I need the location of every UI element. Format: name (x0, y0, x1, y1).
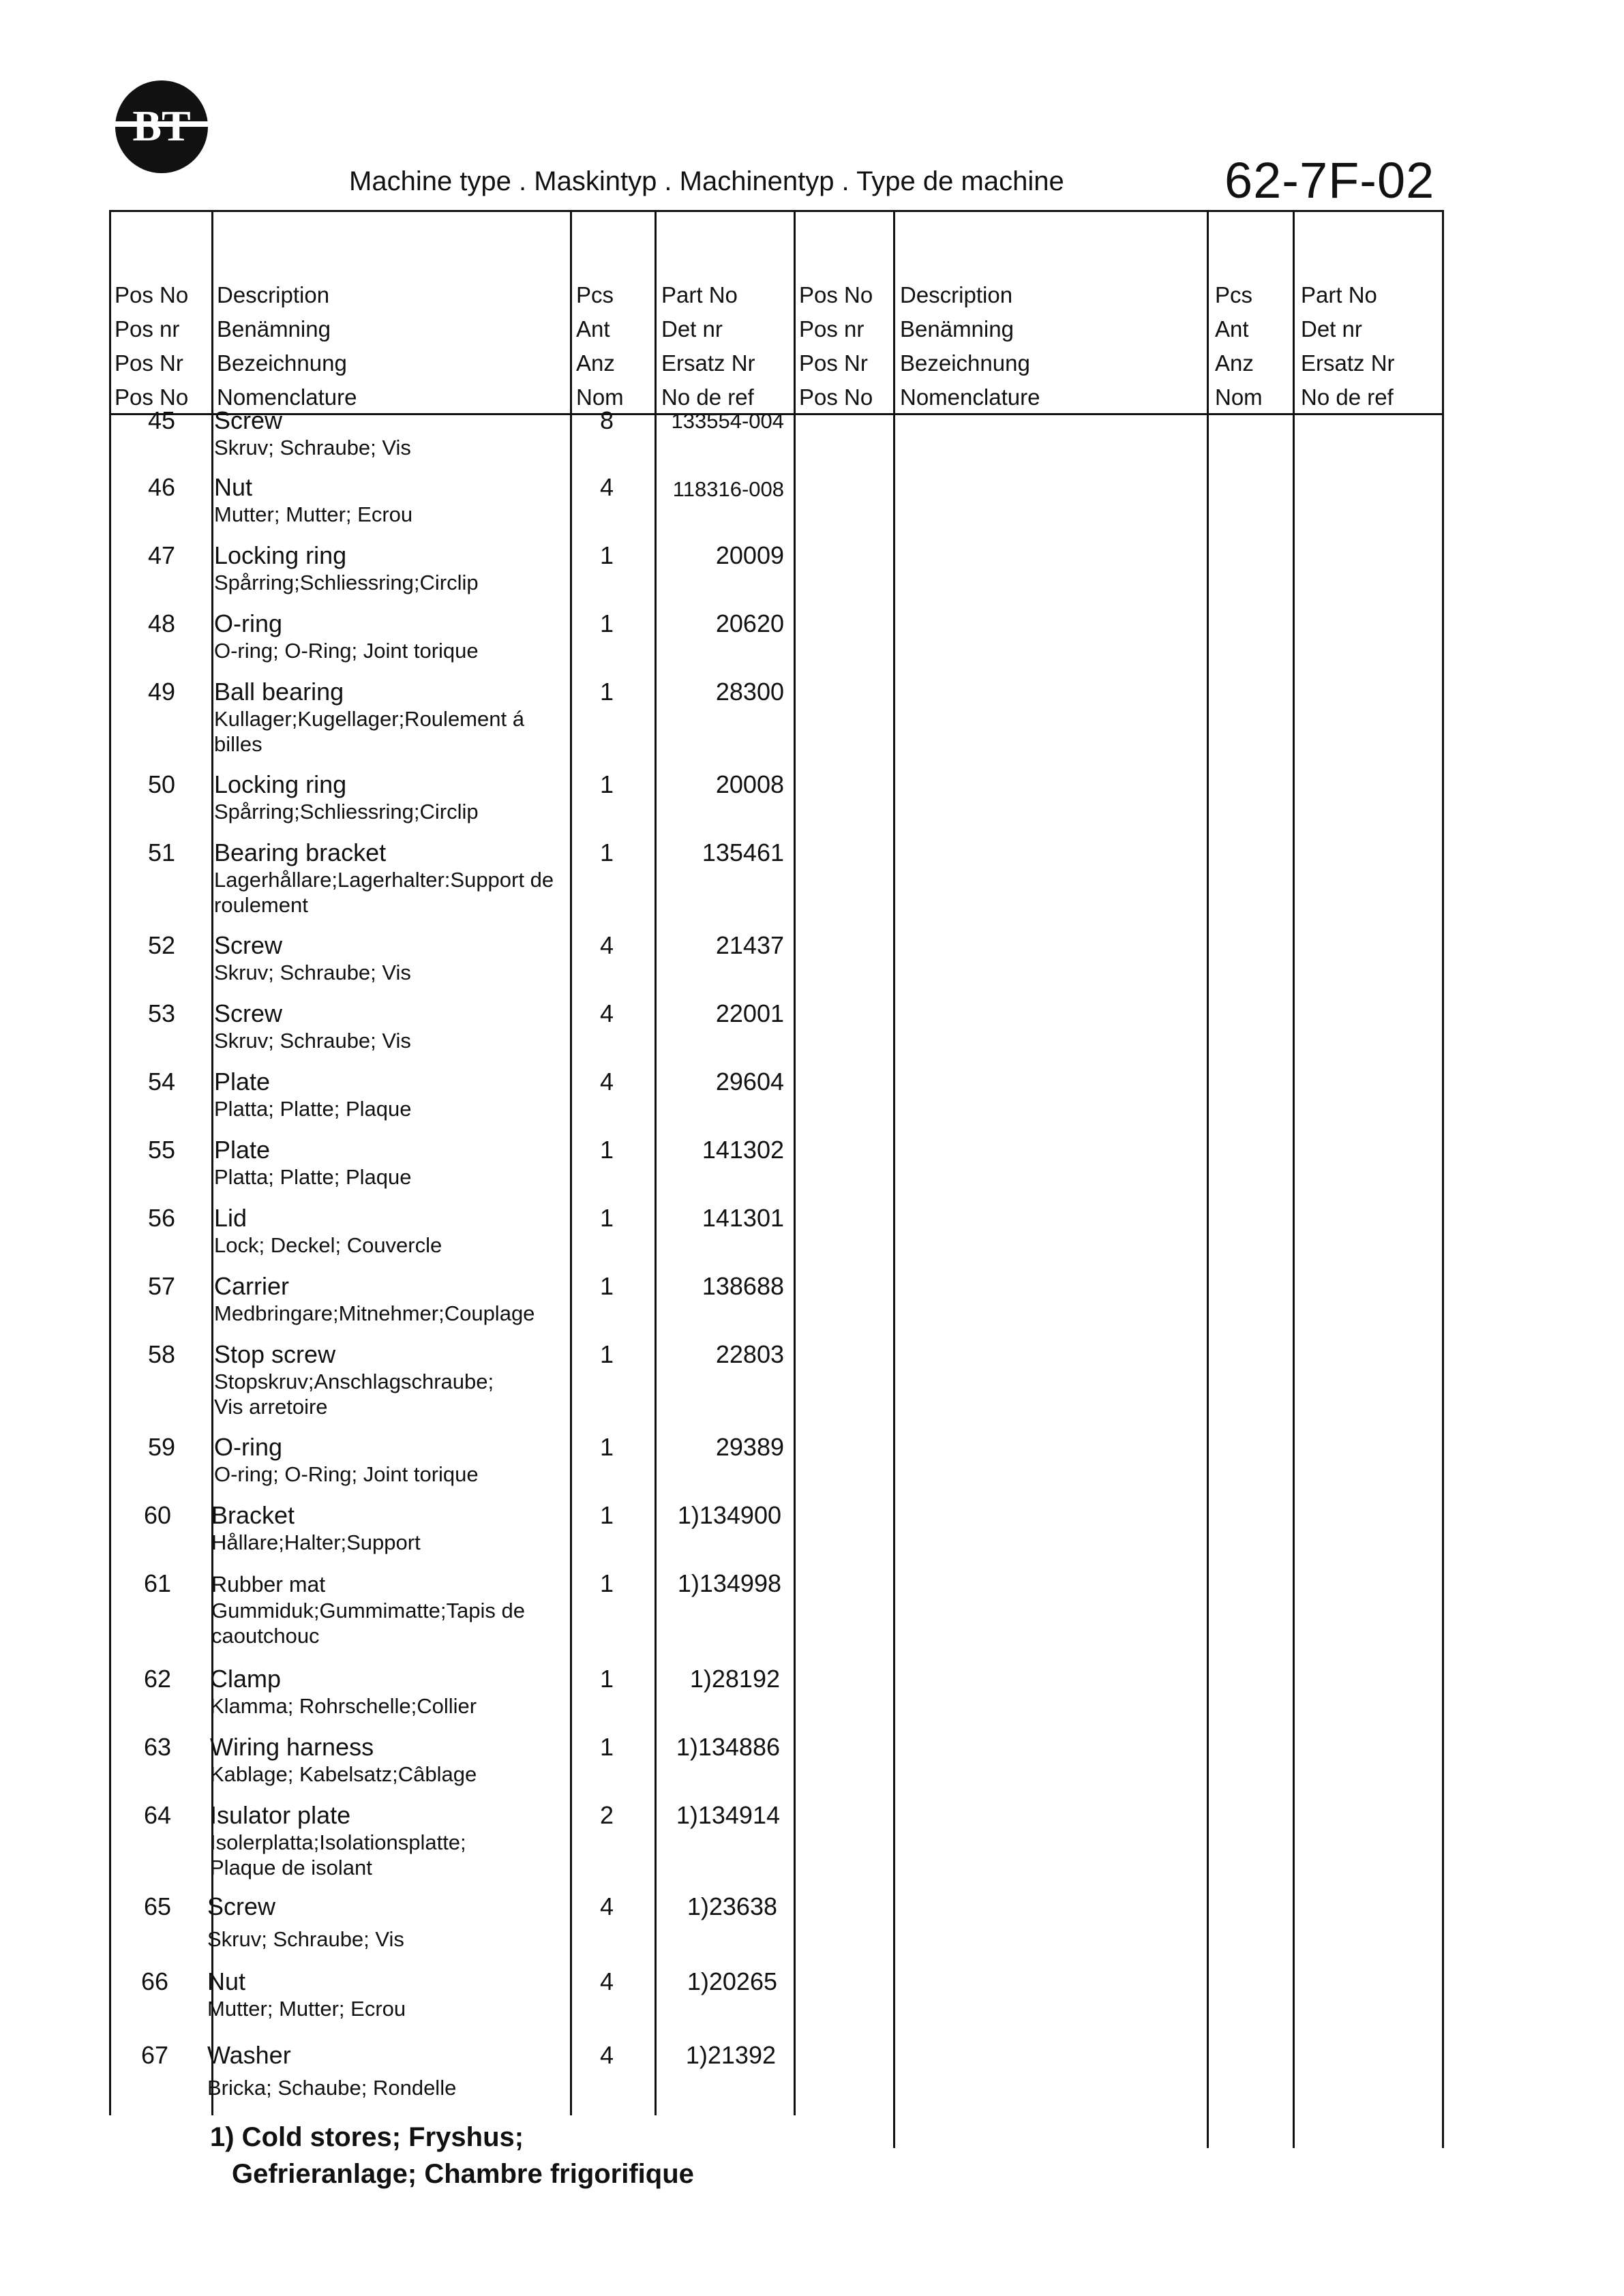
row-part-no: 1)23638 (687, 1892, 777, 1920)
row-pcs: 4 (599, 2041, 614, 2069)
row-translation: Klamma; Rohrschelle;Collier (210, 1694, 477, 1718)
footnote-line-2: Gefrieranlage; Chambre frigorifique (232, 2159, 694, 2189)
row-pcs: 1 (599, 1136, 614, 1164)
row-pos: 57 (147, 1272, 176, 1300)
row-pos: 65 (143, 1892, 172, 1920)
header-label: Ant (1215, 316, 1249, 342)
header-label: Bezeichnung (900, 350, 1030, 376)
row-pcs: 1 (599, 1665, 614, 1693)
row-part-no: 22001 (715, 999, 784, 1027)
row-pcs: 1 (599, 609, 614, 637)
header-label: Pos No (799, 384, 873, 410)
row-pos: 64 (143, 1801, 172, 1829)
row-pos: 47 (147, 541, 176, 569)
row-pcs: 1 (599, 839, 614, 866)
row-translation: Skruv; Schraube; Vis (214, 1029, 411, 1053)
logo-text: BT (132, 102, 191, 150)
row-name: Nut (207, 1967, 246, 1995)
header-label: Part No (661, 282, 738, 307)
footnote (210, 2119, 694, 2192)
row-name: Screw (207, 1892, 276, 1920)
header-label: Pos Nr (799, 350, 868, 376)
header-label: Description (217, 282, 330, 307)
row-pcs: 4 (599, 999, 614, 1027)
row-pos: 63 (143, 1733, 172, 1761)
row-part-no: 29604 (715, 1068, 784, 1096)
header-label: Bezeichnung (217, 350, 347, 376)
row-name: Screw (214, 406, 283, 434)
row-name: Carrier (214, 1272, 290, 1300)
header-label: No de ref (661, 384, 754, 410)
header-label: Anz (1215, 350, 1254, 376)
row-pos: 52 (147, 931, 176, 959)
row-pcs: 1 (599, 1272, 614, 1300)
row-part-no: 29389 (715, 1433, 784, 1461)
row-name: Locking ring (214, 541, 347, 569)
row-name: Lid (214, 1204, 247, 1232)
row-part-no: 1)134886 (676, 1733, 780, 1761)
row-translation: Skruv; Schraube; Vis (214, 436, 411, 459)
footnote-line-1: 1) Cold stores; Fryshus; (210, 2122, 524, 2152)
row-pos: 59 (147, 1433, 176, 1461)
row-translation: O-ring; O-Ring; Joint torique (214, 639, 479, 663)
header-label: Benämning (217, 316, 331, 342)
row-name: O-ring (214, 609, 283, 637)
row-translation: Kullager;Kugellager;Roulement á billes (214, 707, 524, 756)
row-part-no: 1)134914 (676, 1801, 780, 1829)
row-pcs: 4 (599, 1967, 614, 1995)
row-pos: 51 (147, 839, 176, 866)
header-label: Benämning (900, 316, 1014, 342)
header-label: Pos Nr (115, 350, 183, 376)
bt-logo (110, 78, 213, 176)
row-translation: Isolerplatta;Isolationsplatte; Plaque de isolant (210, 1830, 466, 1879)
row-translation: Skruv; Schraube; Vis (207, 1927, 404, 1951)
row-pcs: 4 (599, 1068, 614, 1096)
header-pcs-right (1215, 278, 1263, 414)
row-translation: Hållare;Halter;Support (211, 1530, 421, 1554)
row-name: Bracket (211, 1501, 295, 1529)
row-pcs: 1 (599, 541, 614, 569)
row-name: Rubber mat (211, 1572, 326, 1597)
row-part-no: 1)21392 (685, 2041, 776, 2069)
row-pos: 53 (147, 999, 176, 1027)
row-translation: Platta; Platte; Plaque (214, 1165, 412, 1189)
row-pos: 60 (143, 1501, 172, 1529)
row-pos: 58 (147, 1340, 176, 1368)
header-label: Nomenclature (900, 384, 1040, 410)
row-translation: Stopskruv;Anschlagschraube; Vis arretoire (214, 1370, 494, 1419)
row-name: Wiring harness (210, 1733, 374, 1761)
row-pcs: 4 (599, 931, 614, 959)
row-pos: 62 (143, 1665, 172, 1693)
machine-type-label: Machine type . Maskintyp . Machinentyp . Type de machine (349, 166, 1064, 196)
header-label: Pos No (799, 282, 873, 307)
row-part-no: 20009 (715, 541, 784, 569)
row-name: Plate (214, 1068, 271, 1096)
row-name: Locking ring (214, 770, 347, 798)
header-pcs-left (576, 278, 624, 414)
row-part-no: 20620 (715, 609, 784, 637)
row-pcs: 1 (599, 1501, 614, 1529)
row-part-no: 1)28192 (689, 1665, 780, 1693)
document-number: 62-7F-02 (1224, 152, 1435, 209)
row-pos: 46 (147, 473, 176, 501)
header-label: Pos No (115, 384, 189, 410)
row-name: Isulator plate (210, 1801, 351, 1829)
row-pos: 61 (143, 1569, 172, 1597)
row-translation: O-ring; O-Ring; Joint torique (214, 1462, 479, 1486)
row-translation: Spårring;Schliessring;Circlip (214, 800, 479, 824)
row-pcs: 4 (599, 473, 614, 501)
header-pos-right (799, 278, 873, 414)
row-pcs: 8 (599, 406, 614, 434)
row-part-no: 135461 (702, 839, 784, 866)
row-pcs: 4 (599, 1892, 614, 1920)
row-name: Stop screw (214, 1340, 336, 1368)
row-pos: 67 (140, 2041, 169, 2069)
header-label: Pos nr (115, 316, 180, 342)
header-part-left (661, 278, 755, 414)
row-pcs: 1 (599, 1433, 614, 1461)
row-part-no: 118316-008 (672, 477, 784, 501)
row-part-no: 22803 (715, 1340, 784, 1368)
row-part-no: 141301 (702, 1204, 784, 1232)
row-pcs: 1 (599, 770, 614, 798)
header-label: Ersatz Nr (661, 350, 755, 376)
row-translation: Skruv; Schraube; Vis (214, 961, 411, 984)
row-pcs: 1 (599, 1340, 614, 1368)
row-pos: 54 (147, 1068, 176, 1096)
header-label: Part No (1301, 282, 1377, 307)
row-name: Plate (214, 1136, 271, 1164)
row-part-no: 138688 (702, 1272, 784, 1300)
header-label: Pcs (576, 282, 614, 307)
row-pcs: 1 (599, 1733, 614, 1761)
header-part-right (1301, 278, 1395, 414)
header-label: Det nr (661, 316, 723, 342)
row-pos: 55 (147, 1136, 176, 1164)
row-part-no: 21437 (715, 931, 784, 959)
row-translation: Platta; Platte; Plaque (214, 1097, 412, 1121)
row-translation: Kablage; Kabelsatz;Câblage (210, 1762, 477, 1786)
header-label: Pcs (1215, 282, 1253, 307)
header-label: Nom (1215, 384, 1263, 410)
row-name: Screw (214, 931, 283, 959)
row-part-no: 20008 (715, 770, 784, 798)
header-label: Nomenclature (217, 384, 357, 410)
row-pcs: 1 (599, 1569, 614, 1597)
row-translation: Bricka; Schaube; Rondelle (207, 2076, 457, 2100)
row-pos: 56 (147, 1204, 176, 1232)
header-label: Pos nr (799, 316, 864, 342)
row-name: Washer (207, 2041, 291, 2069)
header-label: Pos No (115, 282, 189, 307)
row-part-no: 1)134900 (677, 1501, 781, 1529)
header-label: Nom (576, 384, 624, 410)
header-label: Ant (576, 316, 610, 342)
header-label: No de ref (1301, 384, 1394, 410)
row-part-no: 133554-004 (671, 409, 784, 433)
header-label: Anz (576, 350, 615, 376)
row-name: Ball bearing (214, 678, 344, 706)
row-translation: Spårring;Schliessring;Circlip (214, 571, 479, 594)
row-pos: 49 (147, 678, 176, 706)
row-translation: Lagerhållare;Lagerhalter:Support de roulement (214, 868, 554, 917)
row-name: Bearing bracket (214, 839, 387, 866)
row-pos: 48 (147, 609, 176, 637)
row-translation: Gummiduk;Gummimatte;Tapis de caoutchouc (211, 1599, 525, 1648)
row-translation: Lock; Deckel; Couvercle (214, 1233, 442, 1257)
header-description-right (900, 278, 1040, 414)
row-translation: Medbringare;Mitnehmer;Couplage (214, 1301, 535, 1325)
row-name: Screw (214, 999, 283, 1027)
header-label: Ersatz Nr (1301, 350, 1395, 376)
header-description-left (217, 278, 357, 414)
row-part-no: 28300 (715, 678, 784, 706)
row-name: O-ring (214, 1433, 283, 1461)
row-part-no: 141302 (702, 1136, 784, 1164)
row-part-no: 1)20265 (687, 1967, 777, 1995)
header-pos-left (115, 278, 188, 414)
row-pos: 66 (140, 1967, 169, 1995)
row-pos: 45 (147, 406, 176, 434)
row-translation: Mutter; Mutter; Ecrou (207, 1997, 406, 2021)
row-name: Clamp (210, 1665, 282, 1693)
row-part-no: 1)134998 (677, 1569, 781, 1597)
row-pcs: 1 (599, 678, 614, 706)
row-pcs: 2 (599, 1801, 614, 1829)
row-pcs: 1 (599, 1204, 614, 1232)
row-name: Nut (214, 473, 253, 501)
header-label: Description (900, 282, 1013, 307)
row-pos: 50 (147, 770, 176, 798)
row-translation: Mutter; Mutter; Ecrou (214, 502, 413, 526)
header-label: Det nr (1301, 316, 1362, 342)
